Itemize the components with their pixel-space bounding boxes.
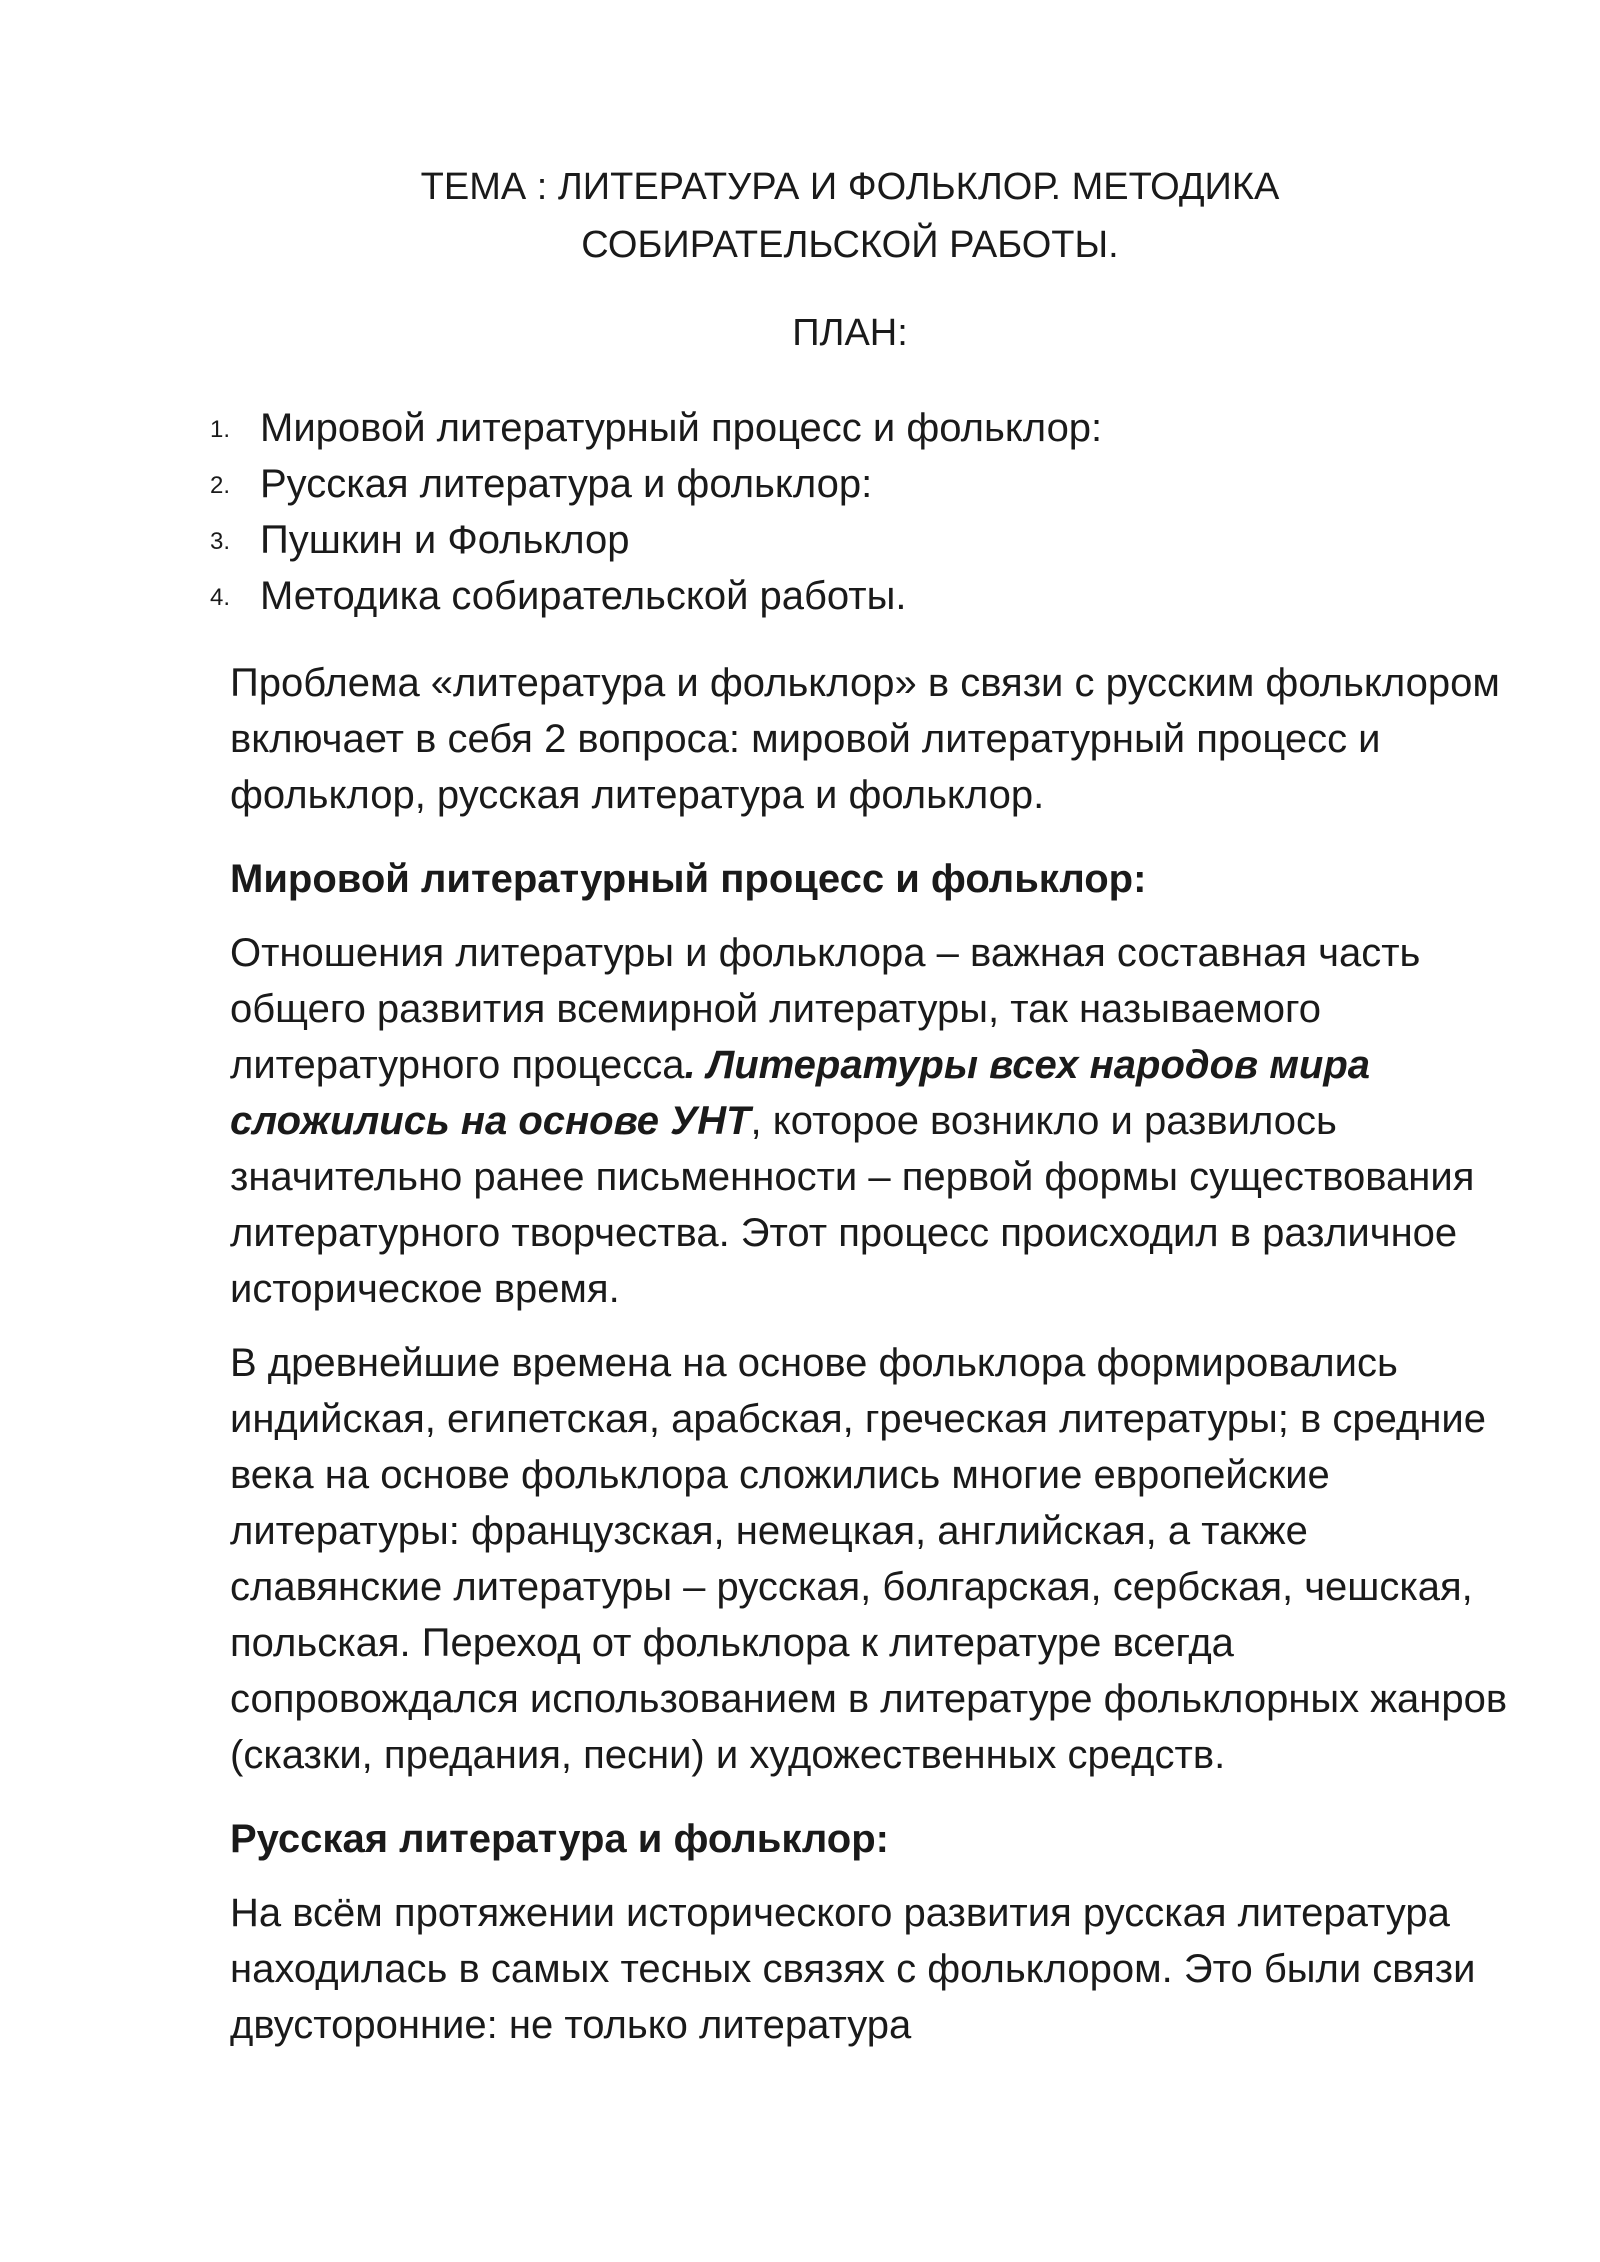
plan-item [208, 400, 1408, 456]
plan-item [208, 456, 1408, 512]
section-heading-world-literature: Мировой литературный процесс и фольклор: [230, 857, 1147, 901]
plan-item-text: Русская литература и фольклор: [260, 462, 873, 506]
paragraph-text: , которое возникло и развилось значительно ранее письменности – первой формы существования литературного творчества. Этот процесс происходил в различное историческое время. [230, 1099, 1475, 1311]
plan-heading: ПЛАН: [792, 312, 908, 354]
section1-paragraph-1 [230, 925, 1530, 1317]
plan-item-text: Пушкин и Фольклор [260, 518, 630, 562]
title-line-2: СОБИРАТЕЛЬСКОЙ РАБОТЫ. [581, 224, 1119, 266]
plan-item-number: 2. [210, 472, 231, 499]
section-heading-russian-literature: Русская литература и фольклор: [230, 1817, 889, 1861]
paragraph-text: Отношения литературы и фольклора – важная составная часть общего развития всемирной литературы, так называемого литературного процесса [230, 931, 1421, 1087]
intro-paragraph: Проблема «литература и фольклор» в связи с русским фольклором включает в себя 2 вопроса: мировой литературный процесс и фольклор, русская литература и фольклор. [230, 661, 1500, 817]
document-body [230, 655, 1530, 2071]
plan-list [208, 400, 1408, 624]
title-line-1: ТЕМА : ЛИТЕРАТУРА И ФОЛЬКЛОР. МЕТОДИКА [420, 166, 1280, 208]
plan-item-text: Мировой литературный процесс и фольклор: [260, 406, 1103, 450]
document-title [220, 158, 1480, 274]
emphasized-text: . Литературы всех народов мира сложились на основе УНТ [230, 1043, 1371, 1143]
plan-item-number: 1. [210, 416, 231, 443]
plan-item [208, 568, 1408, 624]
section2-paragraph-1: На всём протяжении исторического развития русская литература находилась в самых тесных связях с фольклором. Это были связи двусторонние: не только литература [230, 1891, 1476, 2047]
plan-item-number: 3. [210, 528, 231, 555]
plan-item-text: Методика собирательской работы. [260, 574, 907, 618]
section1-paragraph-2: В древнейшие времена на основе фольклора формировались индийская, египетская, арабская, греческая литературы; в средние века на основе фольклора сложились многие европейские литературы: французская, немецкая, английская, а также славянские литературы – русская, болгарская, сербская, чешская, польская. Переход от фольклора к литературе всегда сопровождался использованием в литературе фольклорных жанров (сказки, предания, песни) и художественных средств. [230, 1341, 1508, 1777]
plan-item-number: 4. [210, 584, 231, 611]
plan-item [208, 512, 1408, 568]
